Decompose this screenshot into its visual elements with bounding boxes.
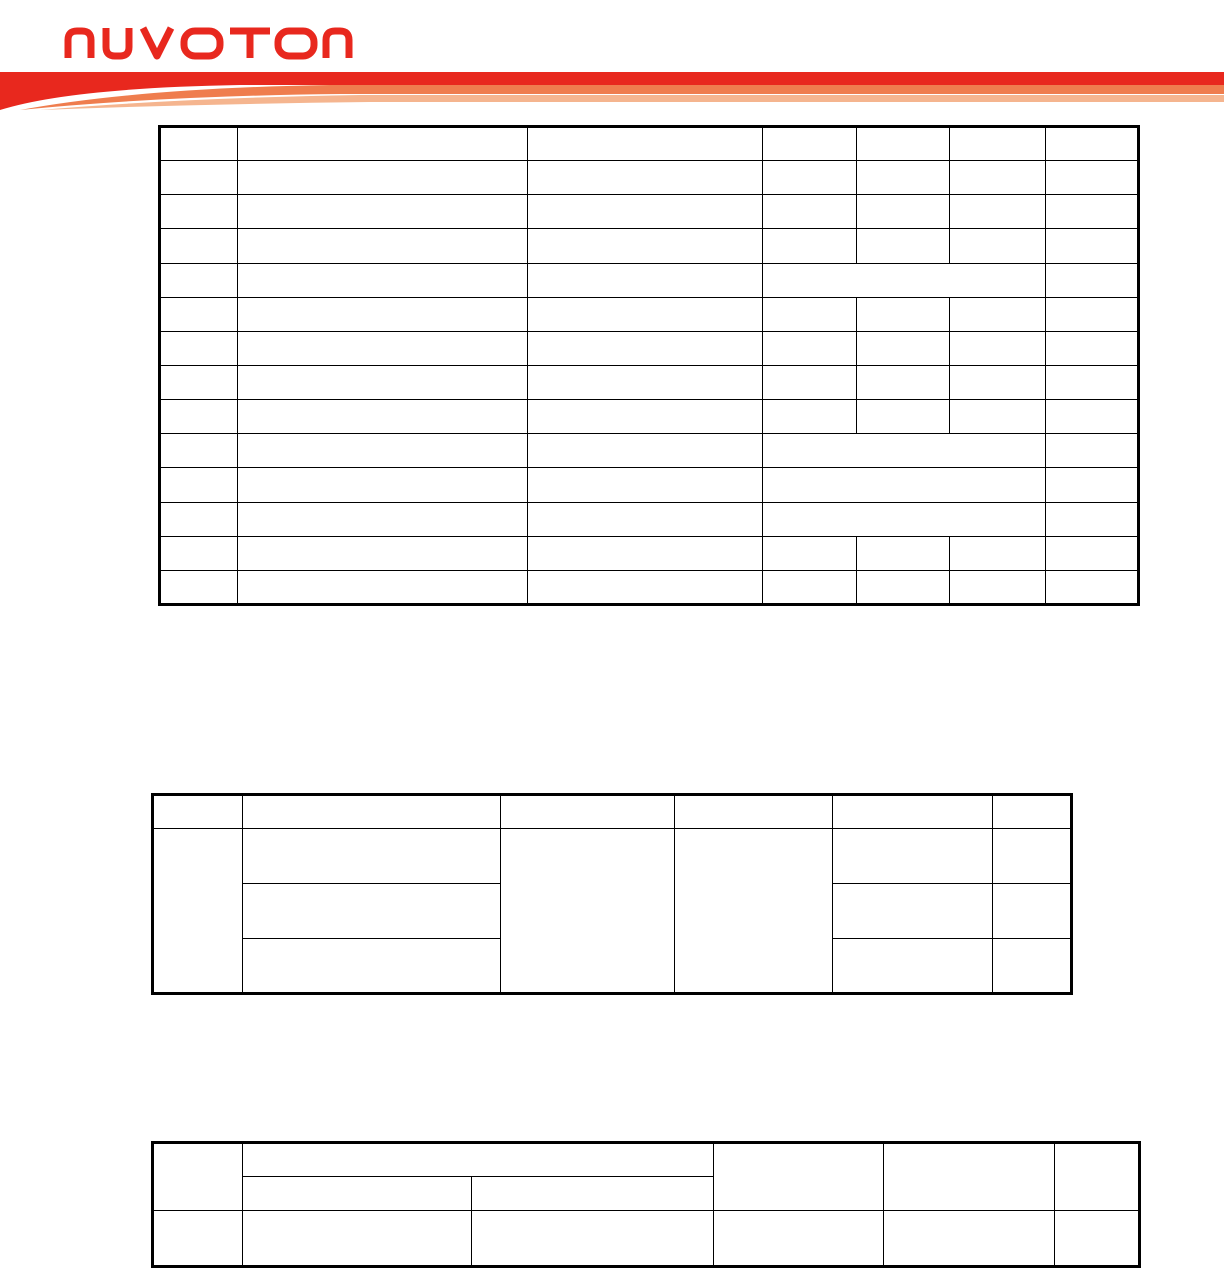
register-table-1: [158, 125, 1140, 606]
table-row: [160, 263, 1139, 297]
table-cell: [528, 297, 763, 331]
register-table-2: [151, 793, 1073, 995]
table-cell: [1046, 127, 1139, 161]
table-cell: [833, 884, 993, 939]
table-cell: [238, 536, 528, 570]
table-cell: [675, 829, 833, 994]
table-cell: [763, 297, 857, 331]
table-cell: [763, 468, 1046, 502]
table-cell: [243, 884, 501, 939]
table-row: [160, 297, 1139, 331]
table-cell: [238, 502, 528, 536]
table-cell: [950, 536, 1046, 570]
table-cell: [714, 1143, 884, 1211]
table-cell: [160, 297, 238, 331]
table-cell: [857, 161, 950, 195]
table-cell: [1055, 1211, 1140, 1267]
table-cell: [238, 434, 528, 468]
table-cell: [833, 939, 993, 994]
table-cell: [763, 161, 857, 195]
table-cell: [153, 829, 243, 994]
table-cell: [950, 297, 1046, 331]
register-table-3: [151, 1141, 1141, 1268]
table-cell: [993, 829, 1072, 884]
table-row: [153, 1143, 1140, 1177]
table-cell: [993, 939, 1072, 994]
table-row: [153, 1211, 1140, 1267]
nuvoton-logo: [64, 26, 354, 60]
table-cell: [763, 127, 857, 161]
table-cell: [763, 331, 857, 365]
table-cell: [528, 502, 763, 536]
table-cell: [528, 536, 763, 570]
table-cell: [160, 127, 238, 161]
table-cell: [528, 229, 763, 263]
table-cell: [675, 795, 833, 829]
table-row: [160, 536, 1139, 570]
table-cell: [950, 570, 1046, 604]
table-cell: [160, 331, 238, 365]
table-row: [160, 331, 1139, 365]
table-cell: [857, 331, 950, 365]
table-cell: [950, 161, 1046, 195]
table-cell: [153, 1211, 243, 1267]
table-cell: [160, 536, 238, 570]
table-cell: [1046, 536, 1139, 570]
table-cell: [857, 127, 950, 161]
table-cell: [501, 795, 675, 829]
table-cell: [950, 365, 1046, 399]
table-row: [160, 434, 1139, 468]
table-cell: [950, 195, 1046, 229]
table-cell: [160, 468, 238, 502]
table-cell: [160, 400, 238, 434]
table-cell: [472, 1177, 714, 1211]
table-cell: [472, 1211, 714, 1267]
table-cell: [160, 195, 238, 229]
table-cell: [1046, 434, 1139, 468]
table-cell: [1046, 502, 1139, 536]
table-cell: [528, 468, 763, 502]
table-cell: [950, 229, 1046, 263]
table-cell: [1046, 161, 1139, 195]
table-cell: [238, 195, 528, 229]
header-banner: [0, 68, 1224, 114]
table-row: [160, 400, 1139, 434]
table-cell: [238, 229, 528, 263]
table-cell: [1046, 195, 1139, 229]
table-cell: [528, 263, 763, 297]
table-cell: [238, 263, 528, 297]
table-row: [160, 161, 1139, 195]
table-cell: [763, 263, 1046, 297]
table-cell: [1046, 400, 1139, 434]
table-cell: [160, 570, 238, 604]
table-cell: [528, 570, 763, 604]
table-cell: [1046, 229, 1139, 263]
table-row: [160, 570, 1139, 604]
table-cell: [857, 536, 950, 570]
table-cell: [884, 1211, 1055, 1267]
table-cell: [763, 536, 857, 570]
table-cell: [528, 195, 763, 229]
table-cell: [238, 468, 528, 502]
table-cell: [238, 297, 528, 331]
table-cell: [238, 570, 528, 604]
table-cell: [528, 161, 763, 195]
table-cell: [763, 502, 1046, 536]
table-cell: [1046, 468, 1139, 502]
table-row: [160, 502, 1139, 536]
table-cell: [243, 939, 501, 994]
table-cell: [238, 400, 528, 434]
table-cell: [763, 195, 857, 229]
table-cell: [1046, 331, 1139, 365]
table-cell: [153, 795, 243, 829]
table-cell: [528, 365, 763, 399]
table-cell: [1046, 365, 1139, 399]
table-cell: [160, 161, 238, 195]
table-cell: [238, 331, 528, 365]
table-cell: [857, 570, 950, 604]
table-cell: [1046, 570, 1139, 604]
table-cell: [857, 365, 950, 399]
table-row: [153, 829, 1072, 884]
table-row: [160, 229, 1139, 263]
table-cell: [1046, 297, 1139, 331]
table-cell: [763, 570, 857, 604]
table-cell: [160, 434, 238, 468]
table-cell: [857, 297, 950, 331]
table-cell: [243, 1177, 472, 1211]
table-cell: [243, 795, 501, 829]
table-cell: [501, 829, 675, 994]
table-cell: [884, 1143, 1055, 1211]
table-cell: [528, 331, 763, 365]
table-cell: [238, 161, 528, 195]
table-cell: [243, 1143, 714, 1177]
table-cell: [763, 365, 857, 399]
table-cell: [1055, 1143, 1140, 1211]
table-cell: [153, 1143, 243, 1211]
table-cell: [833, 795, 993, 829]
table-row: [160, 468, 1139, 502]
table-cell: [993, 795, 1072, 829]
table-row: [153, 795, 1072, 829]
table-cell: [1046, 263, 1139, 297]
table-cell: [857, 229, 950, 263]
table-cell: [160, 502, 238, 536]
table-cell: [243, 1211, 472, 1267]
table-cell: [160, 229, 238, 263]
table-cell: [763, 400, 857, 434]
table-cell: [950, 400, 1046, 434]
table-cell: [160, 365, 238, 399]
table-cell: [950, 127, 1046, 161]
table-cell: [857, 400, 950, 434]
table-cell: [160, 263, 238, 297]
table-row: [160, 195, 1139, 229]
table-row: [160, 365, 1139, 399]
table-cell: [528, 434, 763, 468]
table-cell: [950, 331, 1046, 365]
table-cell: [243, 829, 501, 884]
table-cell: [714, 1211, 884, 1267]
table-cell: [833, 829, 993, 884]
table-cell: [528, 127, 763, 161]
table-cell: [763, 229, 857, 263]
table-cell: [763, 434, 1046, 468]
table-row: [160, 127, 1139, 161]
table-cell: [528, 400, 763, 434]
table-cell: [857, 195, 950, 229]
table-cell: [238, 365, 528, 399]
table-cell: [238, 127, 528, 161]
table-cell: [993, 884, 1072, 939]
